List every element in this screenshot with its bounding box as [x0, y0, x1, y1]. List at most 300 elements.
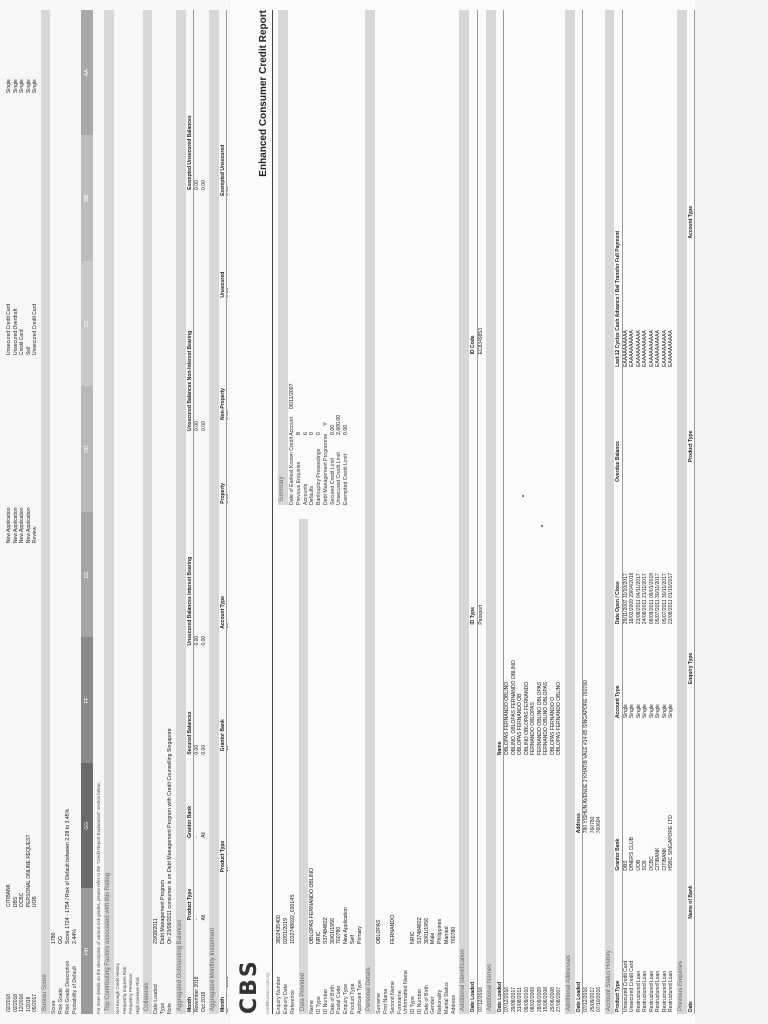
data-provided-label: ID Type — [316, 996, 323, 1014]
data-provided-row — [323, 519, 330, 1014]
summary-row — [323, 10, 330, 505]
summary-row — [330, 10, 337, 505]
aggregated-cell: 0.00 — [194, 635, 201, 646]
account-cell: EAAAAAAAAAA — [642, 330, 649, 367]
names-cell: OBLINO OBLOPAS FERNANDO — [523, 681, 530, 756]
account-cell: 08/09/2011 09/01/2018 — [648, 572, 655, 625]
data-provided-value: OBLOPAS FERNANDO OBLINO — [309, 867, 316, 944]
data-provided-row — [309, 519, 316, 1014]
prev-enquiries-heading: Previous Enquiries — [677, 10, 687, 1014]
aggregated-cell: November 2018 — [194, 976, 201, 1012]
personal-label: Marital Status — [443, 982, 450, 1014]
installment-cell — [227, 506, 228, 631]
personal-value: Male — [430, 932, 437, 944]
account-cell: 29/11/2007 11/10/2017 — [622, 573, 629, 625]
top-account-cell: OCBC — [19, 892, 25, 908]
personal-label: Gender — [430, 996, 437, 1014]
names-cell: 27/08/2007 — [556, 986, 563, 1012]
personal-value: OBLOPAS — [376, 919, 383, 944]
addl-id-header: ID Type — [470, 356, 477, 626]
data-provided-row — [343, 519, 350, 1014]
top-account-cell: Unsecured Overdraft — [12, 308, 19, 356]
addresses-header: Address — [576, 10, 583, 835]
top-account-cell: 12/2018 — [19, 993, 25, 1012]
score-band: AA — [81, 10, 93, 136]
enquiry-label: Reference — [289, 990, 296, 1014]
aggregated-cell: 0.00 — [200, 635, 207, 646]
account-cell: EAAAAAAAAAA — [668, 330, 675, 367]
summary-label: Previous Enquiries — [295, 461, 302, 505]
account-cell: SCB — [642, 860, 649, 871]
report-sheet — [230, 0, 695, 1024]
account-cell: EAAAAAAAAAA — [661, 330, 668, 367]
top-account-cell: New Application — [12, 507, 19, 544]
dmp-value: Debt Management Program — [160, 879, 167, 944]
summary-label: Bankruptcy Proceedings — [316, 448, 323, 505]
account-table — [615, 10, 675, 1014]
addresses-cell: 780 YISHUN AVENUE 2 KHATIB VALE #14-85 SINGAPORE 760780 — [583, 680, 590, 834]
personal-label: Forename — [396, 990, 403, 1014]
left-content — [6, 10, 226, 1014]
report-content — [236, 10, 694, 1014]
personal-row — [444, 10, 451, 1014]
account-header: Grantor Bank — [615, 720, 622, 872]
names-table — [497, 10, 563, 1014]
score-band: BB — [81, 136, 93, 262]
grade-desc-row — [65, 10, 72, 1014]
data-provided-row — [336, 519, 343, 1014]
top-account-cell: New Application — [6, 507, 12, 544]
account-cell: DBS — [622, 860, 629, 871]
data-provided-value: S3748482Z — [322, 917, 329, 944]
installment-cell — [227, 198, 228, 300]
enquiry-summary — [276, 10, 363, 1014]
addresses-cell: 07/10/2016 — [596, 986, 603, 1012]
account-row — [622, 10, 629, 1014]
personal-row — [417, 10, 424, 1014]
personal-row — [376, 10, 383, 1014]
scan-speck — [541, 525, 543, 527]
personal-label: ID Number — [416, 988, 423, 1014]
account-cell: Single — [655, 704, 662, 719]
report-page-left — [0, 0, 228, 1024]
grade-label: Risk Grade — [58, 988, 65, 1014]
summary-label: Exempted Credit Limit — [343, 453, 350, 505]
personal-label: Date of Birth — [423, 985, 430, 1014]
account-cell: EAAAAAAAAAA — [648, 330, 655, 367]
summary-row — [296, 10, 303, 505]
names-cell: 29/06/2008 — [549, 986, 556, 1012]
score-value: 1780 — [51, 932, 58, 944]
account-cell: 05/07/2011 30/11/2017 — [661, 573, 668, 625]
account-cell: 24/08/2011 21/11/2017 — [642, 573, 649, 625]
personal-row — [451, 10, 458, 1014]
aggregated-cell: - — [194, 918, 201, 921]
aggregated-cell: - — [194, 836, 201, 838]
summary-value: 8 — [295, 432, 302, 435]
names-row — [504, 10, 511, 1014]
score-band: GG — [81, 763, 93, 889]
summary-label: Secured Credit Limit — [329, 458, 336, 505]
personal-row — [410, 10, 417, 1014]
account-header: Product Type — [615, 873, 622, 1014]
aggregated-row — [201, 10, 208, 1014]
scan-speck — [522, 495, 524, 497]
data-provided-row — [350, 519, 357, 1014]
enquiry-label: Enquiry Number — [276, 976, 283, 1014]
top-account-cell: Single — [19, 79, 25, 94]
enquiry-row — [283, 519, 290, 1014]
account-cell: Single — [642, 704, 649, 719]
installment-cell — [227, 10, 228, 198]
personal-label: ID Type — [410, 996, 417, 1014]
aggregated-cell: 0.00 — [200, 744, 207, 755]
names-header: Date Loaded — [497, 757, 504, 1014]
factors-list — [115, 10, 141, 1014]
score-band: FF — [81, 638, 93, 764]
installment-header: Account Type — [220, 506, 227, 631]
prev-enquiry-header: Date — [688, 921, 695, 1014]
account-cell: Single — [635, 704, 642, 719]
personal-row — [430, 10, 437, 1014]
account-header: Last 12 Cycles Cash Advance / Bal Transfer Full Payment — [615, 10, 622, 369]
dmp-row — [167, 10, 174, 1014]
aggregated-header: Unsecured Balances Interest Bearing — [187, 433, 194, 648]
grade-row — [58, 10, 65, 1014]
addl-id-header: Date Loaded — [470, 627, 477, 1014]
personal-row — [437, 10, 444, 1014]
report-title: Enhanced Consumer Credit Report — [258, 10, 270, 177]
addresses-header: Date Loaded — [576, 835, 583, 1014]
data-provided-label: Enquiry Type — [343, 983, 350, 1014]
addl-id-header: ID Code — [470, 10, 477, 356]
enquiry-value: 02/01/2019 — [283, 918, 290, 944]
score-band: EE — [81, 512, 93, 638]
top-account-cell: 02/2018 — [6, 993, 12, 1012]
data-provided-value: NRIC — [316, 931, 323, 944]
names-cell: 08/02/2009 — [530, 986, 537, 1012]
account-cell: CITIBANK — [655, 847, 662, 871]
account-cell: 18/02/2009 29/04/2016 — [629, 572, 636, 625]
installment-header: Product Type — [220, 753, 227, 874]
summary-row — [309, 10, 316, 505]
personal-value: 30/01/1956 — [423, 918, 430, 944]
top-account-cell: 05/2017 — [32, 993, 38, 1012]
summary-label: Debt Management Programme — [322, 433, 329, 505]
aggregated-cell: All — [200, 832, 207, 838]
personal-value: Married — [443, 926, 450, 944]
names-row — [556, 10, 563, 1014]
top-account-cell: Single — [32, 79, 38, 94]
data-provided-value: New Application — [343, 907, 350, 944]
addresses-row — [596, 10, 603, 1014]
report-page-right — [230, 0, 695, 1024]
score-band-bar — [81, 10, 93, 1014]
top-account-cell: Single — [12, 79, 19, 94]
account-header: Overdue Balance — [615, 369, 622, 484]
summary-label: Accounts — [302, 483, 309, 505]
account-cell: EAAAAAAAAAA — [655, 330, 662, 367]
installment-cell — [227, 753, 228, 874]
top-account-cell: Single — [25, 79, 32, 94]
report-header — [236, 10, 273, 1014]
aggregated-header: Grantor Bank — [187, 757, 194, 840]
factors-heading: Top Contributing Factors associated with this Rating — [104, 10, 114, 1014]
account-cell: 23/08/2011 04/11/2017 — [635, 573, 642, 625]
account-status-heading: Account Status History — [605, 10, 615, 1014]
personal-value: Philippines — [437, 918, 444, 944]
names-cell: 28/09/2009 — [536, 986, 543, 1012]
account-cell: EAAAAAAAAAA — [635, 330, 642, 367]
account-cell: OCBC — [648, 856, 655, 871]
summary-label: Unsecured Credit Limit — [336, 452, 343, 505]
addresses-heading: Additional Addresses — [565, 10, 575, 1014]
cbs-logo: CBS — [237, 959, 262, 1014]
report-sheet-left — [0, 0, 228, 1024]
addl-id-cell: 07/12/2016 — [477, 986, 484, 1012]
account-header: Account Type — [615, 626, 622, 720]
top-account-cell: Credit Card — [19, 329, 25, 356]
personal-label: Unformatted Name — [403, 970, 410, 1014]
summary-col — [276, 10, 363, 505]
aggregated-header: Secured Balances — [187, 648, 194, 757]
factor-item: Frequency Presence — [128, 973, 134, 1014]
enquiry-value: 3802435400 — [276, 915, 283, 944]
enquiry-row — [290, 519, 297, 1014]
data-provided-value: Primary — [356, 926, 363, 944]
account-header: Date Open / Close — [615, 484, 622, 626]
data-provided-label: Postal Code — [336, 985, 343, 1014]
addresses-cell: 760780 — [589, 816, 596, 834]
names-cell: OBLOPAS FERNANDO O — [549, 696, 556, 756]
addresses-cell: 07/12/2016 — [583, 986, 590, 1012]
enquiry-row — [276, 519, 283, 1014]
personal-value: 760780 — [450, 926, 457, 944]
addl-id-heading: Additional Identification — [459, 10, 469, 1014]
names-cell: 29/08/2017 — [510, 986, 517, 1012]
prev-enquiries-table — [688, 10, 695, 1014]
data-provided-row — [357, 519, 364, 1014]
addresses-cell: 25/09/2017 — [589, 986, 596, 1012]
dmp-label: Note — [166, 1003, 173, 1014]
dmp-row — [160, 10, 167, 1014]
enquiry-value: 1032748692_03014S — [289, 894, 296, 944]
top-account-cell: Self — [25, 346, 32, 356]
data-provided-label: Applicant Type — [356, 980, 363, 1014]
top-account-cell: 1/2018 — [25, 996, 32, 1012]
installment-cell — [227, 422, 228, 506]
factor-item: Not Enough Credit History — [114, 962, 120, 1014]
personal-value: FERNANDO — [389, 914, 396, 944]
data-provided-label: ID Number — [322, 988, 329, 1014]
aggregated-header: Month — [187, 922, 194, 1014]
enquiry-col — [276, 519, 363, 1014]
aggregated-cell: 0.00 — [194, 421, 201, 431]
account-cell: 22/08/2011 01/10/2017 — [668, 572, 675, 625]
top-accounts-table — [6, 10, 39, 1014]
data-provided-value: 760780 — [336, 926, 343, 944]
dmp-heading: Collaterals — [143, 10, 153, 1014]
account-cell: Single — [668, 704, 675, 719]
factor-item: High Increase Risk — [134, 977, 140, 1014]
installment-header: Exempted Unsecured — [220, 10, 227, 198]
data-provided-label: Date of Birth — [329, 985, 336, 1014]
top-account-cell: Unsecured Credit Card — [6, 303, 12, 356]
installment-heading: Aggregated Monthly Instalment — [209, 10, 219, 1014]
aggregated-cell: All — [200, 914, 207, 921]
names-header: Name — [497, 10, 504, 757]
score-band: DD — [81, 387, 93, 513]
score-block — [51, 10, 78, 1014]
account-cell: EAAAAAAAAAA — [629, 330, 636, 367]
installment-table — [220, 10, 228, 1014]
prev-enquiry-header: Name of Bank — [688, 686, 695, 921]
top-account-row — [32, 10, 39, 1014]
installment-header: Unsecured — [220, 198, 227, 300]
account-cell: HSBC SINGAPORE LTD — [668, 815, 675, 871]
personal-label: First Name — [383, 988, 390, 1014]
personal-row — [424, 10, 431, 1014]
names-cell: OBLOPAS FERNANDO OBLINO — [504, 681, 511, 756]
prev-enquiry-header: Product Type — [688, 241, 695, 465]
probability-label: Probability of Default — [71, 966, 78, 1014]
installment-header: Month — [220, 874, 227, 1014]
summary-value: 0.00 — [329, 424, 336, 435]
addl-id-cell: EC8349853 — [477, 328, 484, 355]
personal-row — [383, 10, 390, 1014]
account-cell: Restructured Loan — [668, 970, 675, 1012]
summary-value: 6 — [302, 432, 309, 435]
enquiry-label: Enquiry Date — [283, 984, 290, 1014]
logo-block — [236, 959, 270, 1014]
score-band: HH — [81, 889, 93, 1015]
personal-label: Surname — [376, 992, 383, 1014]
account-cell: Single — [629, 704, 636, 719]
account-cell: Single — [622, 704, 629, 719]
data-provided-row — [316, 519, 323, 1014]
summary-row — [289, 10, 296, 505]
account-cell: Unsecured Credit Card — [622, 960, 629, 1012]
score-fields — [51, 10, 78, 1014]
personal-label: Address — [450, 994, 457, 1014]
bureau-score-heading: Bureau Score — [41, 10, 51, 1014]
addresses-row — [583, 10, 590, 1014]
account-cell: Single — [648, 704, 655, 719]
personal-label: Second Name — [389, 981, 396, 1014]
aggregated-cell: 0.00 — [194, 180, 201, 190]
summary-row — [336, 10, 343, 505]
top-account-cell: UOB — [32, 896, 38, 908]
aggregated-row — [194, 10, 201, 1014]
account-cell — [668, 369, 675, 484]
summary-row — [303, 10, 310, 505]
grade-desc-value: Score 1724 - 1754 / Risk of Default between 2.28 to 3.45% — [64, 808, 71, 944]
names-cell: OBLINO, OBLOPAS FERNANDO OBLINO — [510, 660, 517, 756]
account-cell: Single — [661, 704, 668, 719]
account-cell: Unsecured Credit Card — [629, 960, 636, 1012]
prev-enquiry-header: Account Type — [688, 10, 695, 241]
names-cell: 09/09/2010 — [523, 986, 530, 1012]
aggregated-cell: 0.00 — [194, 744, 201, 755]
summary-heading: Summary — [278, 10, 288, 505]
prev-enquiry-header: Enquiry Type — [688, 464, 695, 686]
names-cell: OBLOPAS FERNANDO OB — [517, 693, 524, 756]
top-account-cell: Unsecured Credit Card — [32, 303, 38, 356]
data-provided-heading: Data Provided — [299, 519, 309, 1014]
addl-id-cell: Passport — [477, 604, 484, 625]
personal-heading: Personal Details — [365, 10, 375, 1014]
summary-value: 0 — [309, 432, 316, 435]
top-account-cell: CITIBANK — [6, 884, 12, 908]
aggregated-heading: Aggregated Outstanding Balances — [176, 10, 186, 1014]
dmp-value: On 23/08/2011 consumer is on Debt Management Program with Credit Counselling Singapore — [166, 728, 173, 944]
summary-value: 0 — [316, 432, 323, 435]
dmp-value: 23/08/2011 — [153, 918, 160, 944]
dmp-row — [153, 10, 160, 1014]
top-account-cell: New Application — [19, 507, 25, 544]
names-heading: Additional Names — [486, 10, 496, 1014]
aggregated-table — [187, 10, 208, 1014]
names-cell: OBLOPAS FERNANDO OBLINO — [556, 681, 563, 756]
probability-value: 2.44% — [71, 929, 78, 944]
account-row — [668, 10, 675, 1014]
dmp-list — [153, 10, 173, 1014]
data-provided-value: Self — [349, 935, 356, 944]
summary-row — [343, 10, 350, 505]
dmp-label: Date Loaded — [153, 984, 160, 1014]
personal-value: S3748482Z — [416, 917, 423, 944]
account-cell — [622, 369, 629, 484]
installment-cell — [227, 631, 228, 753]
summary-value: 06/11/2007 — [289, 383, 296, 410]
names-cell: FERNANDO OBLINO OBLOPAS — [536, 681, 543, 756]
summary-row — [316, 10, 323, 505]
summary-value: 0.00 — [343, 424, 350, 435]
installment-header: Property — [220, 422, 227, 506]
score-label: Score — [51, 1000, 58, 1014]
installment-header: Grantor Bank — [220, 631, 227, 753]
grade-desc-label: Risk Grade Description — [64, 960, 71, 1014]
score-row — [51, 10, 58, 1014]
account-cell: Restructured Loan — [661, 970, 668, 1012]
account-cell: CITIBANK — [661, 847, 668, 871]
account-cell: Restructured Loan — [635, 970, 642, 1012]
factor-item: Frequently Inquires Risk — [121, 966, 127, 1014]
data-provided-label: Product Type — [349, 983, 356, 1014]
aggregated-header: Product Type — [187, 840, 194, 922]
installment-cell — [227, 300, 228, 422]
summary-value: 2,600.00 — [336, 414, 343, 435]
account-cell: EAAAAAAAAAA — [622, 330, 629, 367]
data-provided-row — [330, 519, 337, 1014]
aggregated-header: Unsecured Balances Non-Interest Bearing — [187, 192, 194, 433]
names-cell: 15/06/2008 — [543, 986, 550, 1012]
addresses-table — [576, 10, 603, 1014]
top-account-cell: Single — [6, 79, 12, 94]
personal-row — [403, 10, 410, 1014]
names-cell: FERNANDO OBLOPAS — [530, 702, 537, 756]
account-cell: DINERS CLUB — [629, 837, 636, 871]
top-account-cell: 02/2018 — [12, 993, 19, 1012]
installment-header: Non-Property — [220, 300, 227, 422]
top-account-cell: PERSONAL ONLINE REQUEST — [25, 834, 32, 908]
top-account-cell: Review — [32, 526, 38, 544]
summary-value: Y — [322, 422, 329, 426]
probability-row — [72, 10, 79, 1014]
score-band: CC — [81, 261, 93, 387]
top-account-cell: DBS — [12, 896, 19, 908]
account-cell: UOB — [635, 859, 642, 871]
